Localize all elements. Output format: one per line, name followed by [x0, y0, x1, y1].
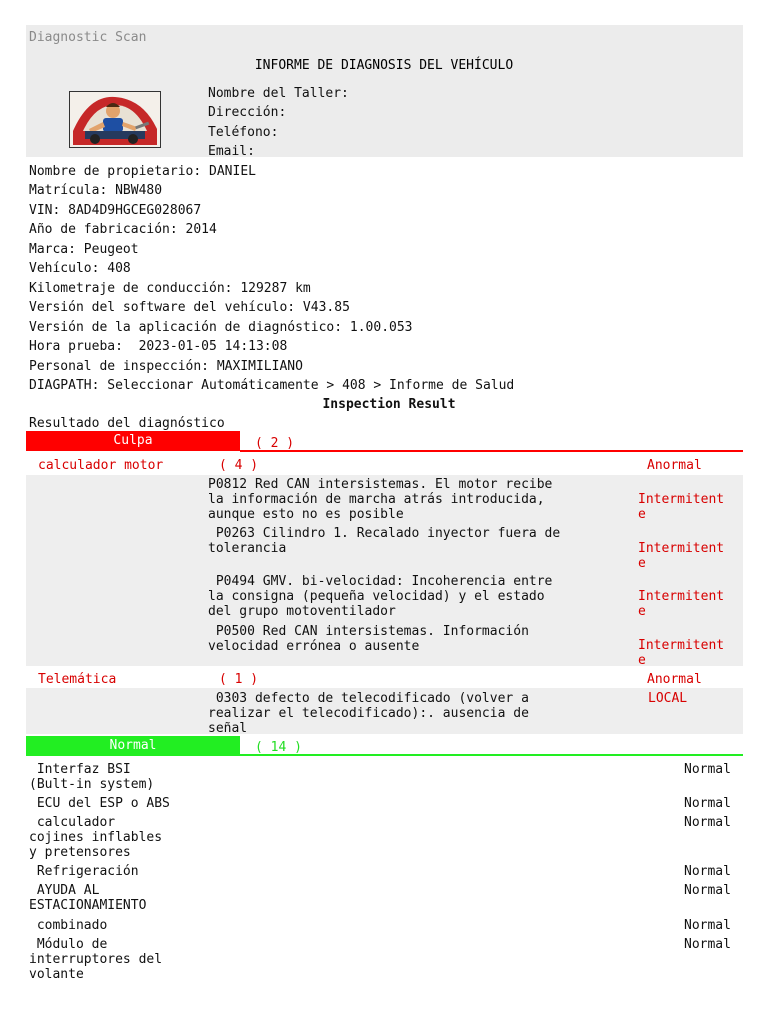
normal-module-line: AYUDA AL	[29, 883, 100, 898]
fault-code-status: Intermitent	[638, 541, 725, 556]
fault-code-line: tolerancia	[208, 541, 287, 556]
fault-code-status: e	[638, 604, 646, 619]
fault-bar-count: ( 2 )	[255, 436, 295, 451]
app-version-line: Versión de la aplicación de diagnóstico: 1.00.053	[29, 320, 413, 335]
module-fault-count: ( 4 )	[219, 458, 259, 473]
fault-code-line: aunque esto no es posible	[208, 507, 404, 522]
normal-module-status: Normal	[684, 883, 731, 898]
fault-code-status: e	[638, 507, 646, 522]
normal-module-line: Refrigeración	[29, 864, 139, 879]
module-status: Anormal	[647, 458, 702, 473]
normal-module-status: Normal	[684, 937, 731, 952]
module-name: calculador motor	[38, 458, 164, 473]
fault-code-line: P0263 Cilindro 1. Recalado inyector fuera de	[208, 526, 561, 541]
plate-line: Matrícula: NBW480	[29, 183, 163, 198]
normal-module-status: Normal	[684, 796, 731, 811]
shop-name-label: Nombre del Taller:	[208, 86, 349, 101]
fault-code-line: 0303 defecto de telecodificado (volver a	[208, 691, 529, 706]
inspection-result-title: Inspection Result	[322, 397, 456, 412]
normal-module-line: interruptores del	[29, 952, 163, 967]
test-time-line: Hora prueba: 2023-01-05 14:13:08	[29, 339, 288, 354]
shop-phone-label: Teléfono:	[208, 125, 279, 140]
inspector-line: Personal de inspección: MAXIMILIANO	[29, 359, 303, 374]
report-title: INFORME DE DIAGNOSIS DEL VEHÍCULO	[254, 58, 514, 73]
fault-code-line: P0500 Red CAN intersistemas. Información	[208, 624, 529, 639]
normal-bar-count: ( 14 )	[255, 740, 302, 755]
shop-email-label: Email:	[208, 144, 255, 159]
normal-module-line: combinado	[29, 918, 108, 933]
vin-line: VIN: 8AD4D9HGCEG028067	[29, 203, 202, 218]
normal-module-line: Módulo de	[29, 937, 108, 952]
normal-module-status: Normal	[684, 762, 731, 777]
fault-code-status: Intermitent	[638, 638, 725, 653]
normal-module-line: ECU del ESP o ABS	[29, 796, 170, 811]
normal-module-status: Normal	[684, 864, 731, 879]
fault-code-line: realizar el telecodificado):. ausencia de	[208, 706, 529, 721]
module-name: Telemática	[38, 672, 117, 687]
normal-module-status: Normal	[684, 815, 731, 830]
fault-code-status: Intermitent	[638, 492, 725, 507]
normal-module-line: cojines inflables	[29, 830, 163, 845]
fault-code-status: e	[638, 556, 646, 571]
fault-code-line: la información de marcha atrás introducida,	[208, 492, 545, 507]
mechanic-logo	[69, 91, 161, 148]
normal-module-status: Normal	[684, 918, 731, 933]
app-title: Diagnostic Scan	[29, 30, 147, 45]
shop-address-label: Dirección:	[208, 105, 287, 120]
fault-code-line: señal	[208, 721, 248, 736]
module-status: Anormal	[647, 672, 702, 687]
fault-code-status: Intermitent	[638, 589, 725, 604]
fault-code-status: e	[638, 653, 646, 668]
normal-module-line: Interfaz BSI	[29, 762, 131, 777]
fault-code-line: velocidad errónea o ausente	[208, 639, 420, 654]
fault-code-line: la consigna (pequeña velocidad) y el estado	[208, 589, 545, 604]
fault-code-line: del grupo motoventilador	[208, 604, 396, 619]
diagpath-line: DIAGPATH: Seleccionar Automáticamente > 408 > Informe de Salud	[29, 378, 515, 393]
diagnosis-result-label: Resultado del diagnóstico	[29, 416, 225, 431]
normal-module-line: volante	[29, 967, 84, 982]
normal-module-line: (Bult-in system)	[29, 777, 155, 792]
fault-code-line: P0812 Red CAN intersistemas. El motor recibe	[208, 477, 553, 492]
fault-bar-label: Culpa	[113, 433, 153, 448]
brand-line: Marca: Peugeot	[29, 242, 139, 257]
normal-module-line: y pretensores	[29, 845, 131, 860]
owner-line: Nombre de propietario: DANIEL	[29, 164, 256, 179]
vehicle-line: Vehículo: 408	[29, 261, 131, 276]
normal-bar-label: Normal	[109, 738, 157, 753]
year-line: Año de fabricación: 2014	[29, 222, 217, 237]
normal-bar-line	[240, 754, 743, 756]
fault-code-status: LOCAL	[648, 691, 688, 706]
normal-module-line: ESTACIONAMIENTO	[29, 898, 147, 913]
module-fault-count: ( 1 )	[219, 672, 259, 687]
mileage-line: Kilometraje de conducción: 129287 km	[29, 281, 311, 296]
fault-code-line: P0494 GMV. bi-velocidad: Incoherencia entre	[208, 574, 553, 589]
normal-module-line: calculador	[29, 815, 116, 830]
fault-bar-line	[240, 450, 743, 452]
software-version-line: Versión del software del vehículo: V43.85	[29, 300, 350, 315]
